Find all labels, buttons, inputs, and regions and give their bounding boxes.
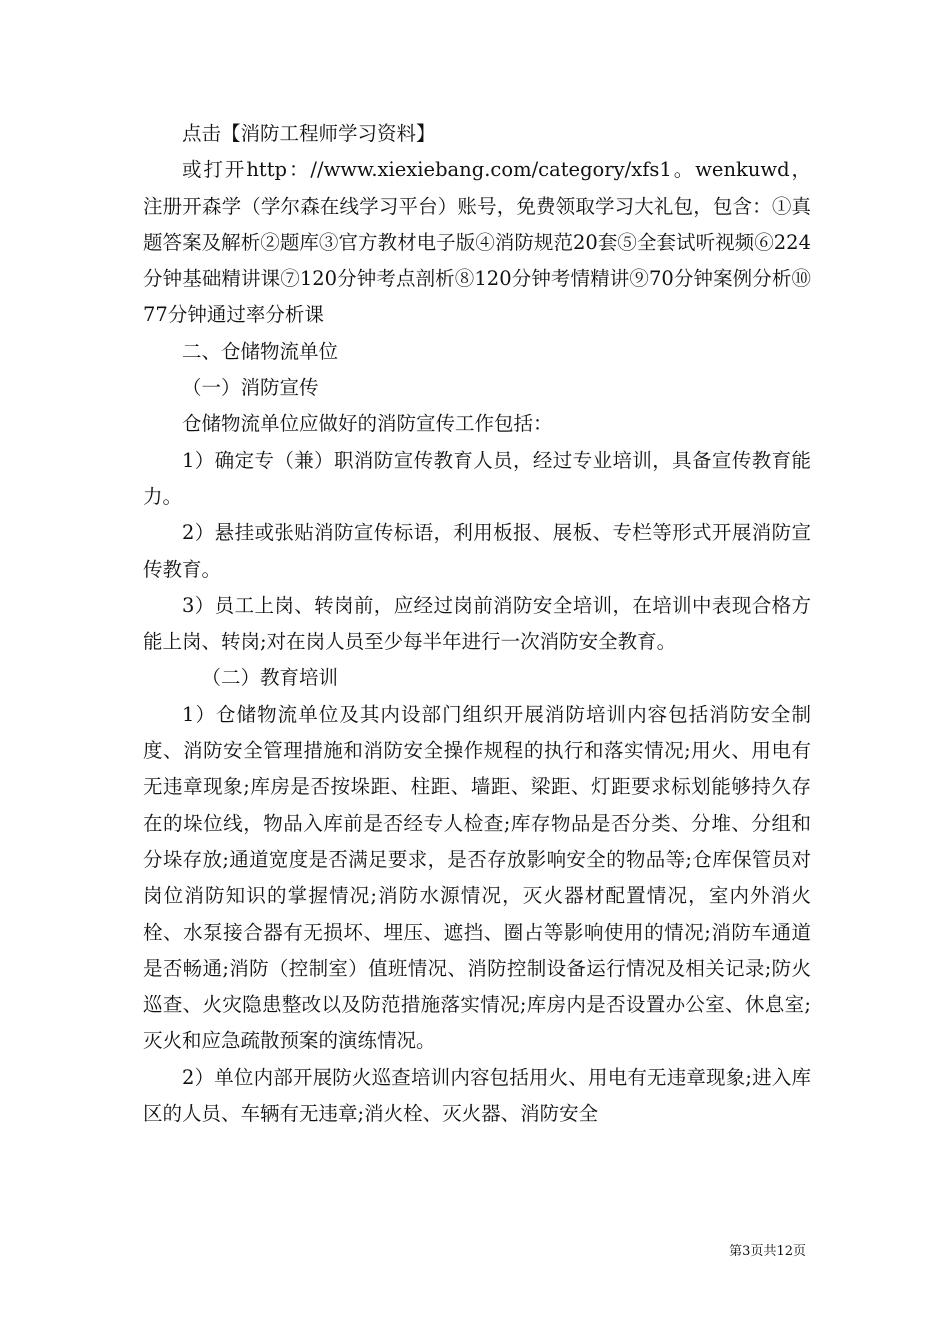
list-item: 1）确定专（兼）职消防宣传教育人员，经过专业培训，具备宣传教育能力。 [143, 448, 811, 508]
paragraph-open-url: 或打开http：//www.xiexiebang.com/category/xfs1。wenkuwd，注册开森学（学尔森在线学习平台）账号，免费领取学习大礼包，包含：①真题答案及解析②题库③官方教材电子版④消防规范20套⑤全套试听视频⑥224分钟基础精讲课⑦120分钟考点剖析⑧120分钟考情精讲⑨70分钟案例分析⑩77分钟通过率分析课 [143, 158, 811, 327]
list-item: 2）悬挂或张贴消防宣传标语，利用板报、展板、专栏等形式开展消防宣传教育。 [143, 521, 811, 581]
list-item: 2）单位内部开展防火巡查培训内容包括用火、用电有无违章现象;进入库区的人员、车辆有无违章;消火栓、灭火器、消防安全 [143, 1065, 811, 1126]
paragraph: 仓储物流单位应做好的消防宣传工作包括： [182, 412, 553, 436]
list-item: 1）仓储物流单位及其内设部门组织开展消防培训内容包括消防安全制度、消防安全管理措施和消防安全操作规程的执行和落实情况;用火、用电有无违章现象;库房是否按垛距、柱距、墙距、梁距、灯距要求标划能够持久存在的垛位线，物品入库前是否经专人检查;库存物品是否分类、分堆、分组和分垛存放;通道宽度是否满足要求，是否存放影响安全的物品等;仓库保管员对岗位消防知识的掌握情况;消防水源情况，灭火器材配置情况，室内外消火栓、水泵接合器有无损坏、埋压、遮挡、圈占等影响使用的情况;消防车通道是否畅通;消防（控制室）值班情况、消防控制设备运行情况及相关记录;防火巡查、火灾隐患整改以及防范措施落实情况;库房内是否设置办公室、休息室;灭火和应急疏散预案的演练情况。 [143, 702, 811, 1053]
page-number: 第3页共12页 [729, 1244, 806, 1259]
section-heading: 二、仓储物流单位 [182, 339, 339, 363]
paragraph-study-link[interactable]: 点击【消防工程师学习资料】 [182, 122, 436, 145]
document-body [143, 116, 811, 1132]
list-item: 3）员工上岗、转岗前，应经过岗前消防安全培训，在培训中表现合格方能上岗、转岗;对在岗人员至少每半年进行一次消防安全教育。 [143, 593, 811, 654]
subsection-heading: （一）消防宣传 [182, 376, 319, 400]
subsection-heading: （二）教育培训 [201, 666, 339, 690]
